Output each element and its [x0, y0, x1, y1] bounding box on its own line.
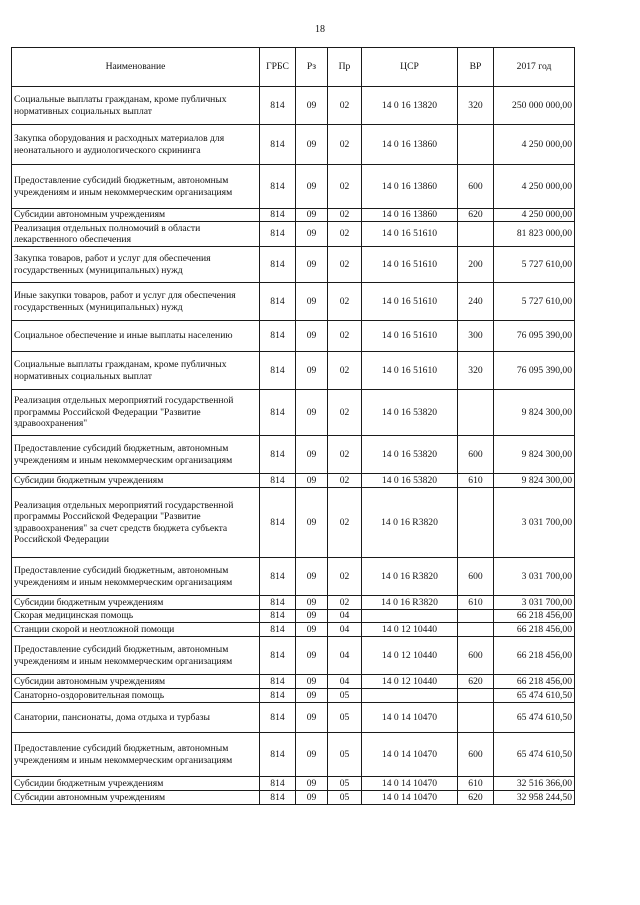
- cell-name: Предоставление субсидий бюджетным, автономным учреждениям и иным некоммерческим организациям: [12, 637, 260, 675]
- table-row: [12, 436, 575, 474]
- cell-vr: [458, 623, 494, 637]
- table-row: [12, 623, 575, 637]
- cell-rz: 09: [296, 352, 328, 390]
- cell-vr: 600: [458, 436, 494, 474]
- cell-grbs: 814: [260, 165, 296, 209]
- cell-grbs: 814: [260, 596, 296, 610]
- cell-vr: [458, 222, 494, 247]
- cell-rz: 09: [296, 791, 328, 805]
- cell-csr: [362, 610, 458, 623]
- cell-rz: 09: [296, 675, 328, 689]
- header-pr: Пр: [328, 48, 362, 87]
- cell-pr: 02: [328, 125, 362, 165]
- table-row: [12, 488, 575, 558]
- cell-csr: [362, 689, 458, 703]
- cell-amount: 66 218 456,00: [494, 675, 575, 689]
- cell-vr: 620: [458, 791, 494, 805]
- cell-amount: 65 474 610,50: [494, 689, 575, 703]
- table-row: [12, 703, 575, 733]
- cell-amount: 4 250 000,00: [494, 165, 575, 209]
- table-row: [12, 222, 575, 247]
- cell-vr: 610: [458, 596, 494, 610]
- cell-vr: 600: [458, 733, 494, 777]
- cell-csr: 14 0 16 13820: [362, 87, 458, 125]
- cell-pr: 02: [328, 352, 362, 390]
- cell-csr: 14 0 16 51610: [362, 321, 458, 352]
- cell-vr: 610: [458, 777, 494, 791]
- table-row: [12, 558, 575, 596]
- cell-vr: [458, 610, 494, 623]
- cell-grbs: 814: [260, 637, 296, 675]
- cell-csr: 14 0 16 53820: [362, 436, 458, 474]
- cell-name: Закупка оборудования и расходных материалов для неонатального и аудиологического скрининга: [12, 125, 260, 165]
- cell-name: Социальные выплаты гражданам, кроме публичных нормативных социальных выплат: [12, 352, 260, 390]
- cell-pr: 02: [328, 283, 362, 321]
- cell-name: Субсидии бюджетным учреждениям: [12, 474, 260, 488]
- cell-pr: 02: [328, 209, 362, 222]
- table-row: [12, 125, 575, 165]
- cell-grbs: 814: [260, 125, 296, 165]
- table-row: [12, 777, 575, 791]
- cell-amount: 65 474 610,50: [494, 733, 575, 777]
- cell-amount: 66 218 456,00: [494, 610, 575, 623]
- cell-pr: 02: [328, 390, 362, 436]
- budget-table: [11, 47, 575, 805]
- table-row: [12, 733, 575, 777]
- cell-csr: 14 0 16 R3820: [362, 596, 458, 610]
- cell-grbs: 814: [260, 733, 296, 777]
- cell-vr: 300: [458, 321, 494, 352]
- cell-grbs: 814: [260, 558, 296, 596]
- table-row: [12, 352, 575, 390]
- cell-name: Санаторно-оздоровительная помощь: [12, 689, 260, 703]
- cell-grbs: 814: [260, 87, 296, 125]
- cell-amount: 3 031 700,00: [494, 488, 575, 558]
- cell-vr: 600: [458, 558, 494, 596]
- cell-amount: 3 031 700,00: [494, 558, 575, 596]
- cell-grbs: 814: [260, 209, 296, 222]
- cell-csr: 14 0 16 R3820: [362, 558, 458, 596]
- cell-grbs: 814: [260, 791, 296, 805]
- header-csr: ЦСР: [362, 48, 458, 87]
- table-row: [12, 610, 575, 623]
- cell-csr: 14 0 12 10440: [362, 637, 458, 675]
- cell-name: Субсидии бюджетным учреждениям: [12, 777, 260, 791]
- cell-rz: 09: [296, 125, 328, 165]
- cell-csr: 14 0 16 51610: [362, 283, 458, 321]
- cell-grbs: 814: [260, 390, 296, 436]
- cell-rz: 09: [296, 558, 328, 596]
- cell-pr: 02: [328, 436, 362, 474]
- cell-vr: 320: [458, 87, 494, 125]
- cell-rz: 09: [296, 222, 328, 247]
- cell-name: Санатории, пансионаты, дома отдыха и турбазы: [12, 703, 260, 733]
- cell-grbs: 814: [260, 689, 296, 703]
- cell-name: Скорая медицинская помощь: [12, 610, 260, 623]
- cell-rz: 09: [296, 733, 328, 777]
- cell-rz: 09: [296, 703, 328, 733]
- cell-name: Иные закупки товаров, работ и услуг для обеспечения государственных (муниципальных) нужд: [12, 283, 260, 321]
- cell-rz: 09: [296, 488, 328, 558]
- cell-rz: 09: [296, 283, 328, 321]
- cell-csr: 14 0 16 51610: [362, 222, 458, 247]
- cell-amount: 250 000 000,00: [494, 87, 575, 125]
- cell-amount: 4 250 000,00: [494, 125, 575, 165]
- cell-rz: 09: [296, 596, 328, 610]
- cell-amount: 5 727 610,00: [494, 247, 575, 283]
- cell-csr: 14 0 12 10440: [362, 623, 458, 637]
- cell-vr: [458, 125, 494, 165]
- table-row: [12, 689, 575, 703]
- cell-amount: 32 516 366,00: [494, 777, 575, 791]
- header-vr: ВР: [458, 48, 494, 87]
- cell-amount: 9 824 300,00: [494, 474, 575, 488]
- cell-name: Социальные выплаты гражданам, кроме публичных нормативных социальных выплат: [12, 87, 260, 125]
- header-grbs: ГРБС: [260, 48, 296, 87]
- cell-amount: 66 218 456,00: [494, 637, 575, 675]
- cell-name: Предоставление субсидий бюджетным, автономным учреждениям и иным некоммерческим организациям: [12, 558, 260, 596]
- cell-pr: 02: [328, 474, 362, 488]
- cell-vr: 320: [458, 352, 494, 390]
- table-row: [12, 474, 575, 488]
- cell-name: Предоставление субсидий бюджетным, автономным учреждениям и иным некоммерческим организациям: [12, 436, 260, 474]
- cell-amount: 32 958 244,50: [494, 791, 575, 805]
- cell-vr: [458, 703, 494, 733]
- table-row: [12, 283, 575, 321]
- cell-pr: 04: [328, 637, 362, 675]
- cell-rz: 09: [296, 321, 328, 352]
- cell-rz: 09: [296, 623, 328, 637]
- cell-pr: 02: [328, 596, 362, 610]
- page-number: 18: [315, 24, 325, 35]
- cell-csr: 14 0 14 10470: [362, 791, 458, 805]
- table-row: [12, 390, 575, 436]
- cell-amount: 9 824 300,00: [494, 436, 575, 474]
- table-row: [12, 87, 575, 125]
- table-body: [12, 87, 575, 805]
- table-row: [12, 637, 575, 675]
- cell-vr: 610: [458, 474, 494, 488]
- table-row: [12, 209, 575, 222]
- cell-grbs: 814: [260, 436, 296, 474]
- cell-pr: 05: [328, 689, 362, 703]
- cell-rz: 09: [296, 247, 328, 283]
- cell-grbs: 814: [260, 321, 296, 352]
- cell-grbs: 814: [260, 675, 296, 689]
- cell-amount: 4 250 000,00: [494, 209, 575, 222]
- cell-amount: 3 031 700,00: [494, 596, 575, 610]
- cell-amount: 5 727 610,00: [494, 283, 575, 321]
- cell-name: Реализация отдельных полномочий в области лекарственного обеспечения: [12, 222, 260, 247]
- cell-vr: [458, 488, 494, 558]
- cell-name: Станции скорой и неотложной помощи: [12, 623, 260, 637]
- cell-csr: 14 0 14 10470: [362, 703, 458, 733]
- table-row: [12, 791, 575, 805]
- cell-vr: 620: [458, 209, 494, 222]
- cell-csr: 14 0 16 53820: [362, 474, 458, 488]
- cell-grbs: 814: [260, 352, 296, 390]
- cell-grbs: 814: [260, 488, 296, 558]
- cell-pr: 04: [328, 675, 362, 689]
- cell-name: Субсидии автономным учреждениям: [12, 675, 260, 689]
- cell-grbs: 814: [260, 247, 296, 283]
- cell-name: Закупка товаров, работ и услуг для обеспечения государственных (муниципальных) нужд: [12, 247, 260, 283]
- cell-csr: 14 0 16 51610: [362, 352, 458, 390]
- cell-pr: 04: [328, 623, 362, 637]
- table-row: [12, 596, 575, 610]
- cell-amount: 76 095 390,00: [494, 352, 575, 390]
- cell-name: Субсидии автономным учреждениям: [12, 209, 260, 222]
- cell-vr: [458, 689, 494, 703]
- cell-csr: 14 0 14 10470: [362, 777, 458, 791]
- table-row: [12, 165, 575, 209]
- cell-vr: [458, 390, 494, 436]
- cell-grbs: 814: [260, 283, 296, 321]
- cell-csr: 14 0 16 53820: [362, 390, 458, 436]
- cell-amount: 81 823 000,00: [494, 222, 575, 247]
- cell-vr: 600: [458, 165, 494, 209]
- cell-grbs: 814: [260, 703, 296, 733]
- cell-amount: 65 474 610,50: [494, 703, 575, 733]
- cell-csr: 14 0 12 10440: [362, 675, 458, 689]
- cell-rz: 09: [296, 87, 328, 125]
- cell-rz: 09: [296, 610, 328, 623]
- table-row: [12, 675, 575, 689]
- cell-pr: 02: [328, 165, 362, 209]
- cell-rz: 09: [296, 209, 328, 222]
- cell-name: Предоставление субсидий бюджетным, автономным учреждениям и иным некоммерческим организациям: [12, 733, 260, 777]
- table-header-row: [12, 48, 575, 87]
- cell-rz: 09: [296, 777, 328, 791]
- cell-grbs: 814: [260, 610, 296, 623]
- cell-pr: 02: [328, 558, 362, 596]
- cell-amount: 9 824 300,00: [494, 390, 575, 436]
- cell-pr: 05: [328, 777, 362, 791]
- cell-pr: 02: [328, 247, 362, 283]
- cell-name: Реализация отдельных мероприятий государственной программы Российской Федерации "Развитие здравоохранения": [12, 390, 260, 436]
- cell-csr: 14 0 16 R3820: [362, 488, 458, 558]
- cell-name: Реализация отдельных мероприятий государственной программы Российской Федерации "Развитие здравоохранения" за счет средств бюджета субъекта Российской Федерации: [12, 488, 260, 558]
- cell-pr: 04: [328, 610, 362, 623]
- cell-vr: 200: [458, 247, 494, 283]
- table-row: [12, 321, 575, 352]
- cell-pr: 02: [328, 321, 362, 352]
- cell-name: Субсидии автономным учреждениям: [12, 791, 260, 805]
- cell-pr: 02: [328, 87, 362, 125]
- cell-csr: 14 0 16 13860: [362, 209, 458, 222]
- cell-name: Социальное обеспечение и иные выплаты населению: [12, 321, 260, 352]
- cell-vr: 240: [458, 283, 494, 321]
- header-rz: Рз: [296, 48, 328, 87]
- cell-grbs: 814: [260, 623, 296, 637]
- cell-rz: 09: [296, 390, 328, 436]
- cell-name: Предоставление субсидий бюджетным, автономным учреждениям и иным некоммерческим организациям: [12, 165, 260, 209]
- cell-csr: 14 0 16 13860: [362, 165, 458, 209]
- table-row: [12, 247, 575, 283]
- cell-vr: 620: [458, 675, 494, 689]
- header-amount: 2017 год: [494, 48, 575, 87]
- cell-pr: 05: [328, 733, 362, 777]
- cell-pr: 02: [328, 222, 362, 247]
- cell-rz: 09: [296, 165, 328, 209]
- cell-grbs: 814: [260, 222, 296, 247]
- cell-rz: 09: [296, 689, 328, 703]
- cell-grbs: 814: [260, 777, 296, 791]
- cell-name: Субсидии бюджетным учреждениям: [12, 596, 260, 610]
- cell-amount: 66 218 456,00: [494, 623, 575, 637]
- cell-pr: 05: [328, 703, 362, 733]
- cell-csr: 14 0 14 10470: [362, 733, 458, 777]
- cell-amount: 76 095 390,00: [494, 321, 575, 352]
- cell-rz: 09: [296, 436, 328, 474]
- cell-pr: 02: [328, 488, 362, 558]
- cell-grbs: 814: [260, 474, 296, 488]
- cell-rz: 09: [296, 637, 328, 675]
- cell-csr: 14 0 16 13860: [362, 125, 458, 165]
- cell-pr: 05: [328, 791, 362, 805]
- cell-csr: 14 0 16 51610: [362, 247, 458, 283]
- header-name: Наименование: [12, 48, 260, 87]
- cell-vr: 600: [458, 637, 494, 675]
- cell-rz: 09: [296, 474, 328, 488]
